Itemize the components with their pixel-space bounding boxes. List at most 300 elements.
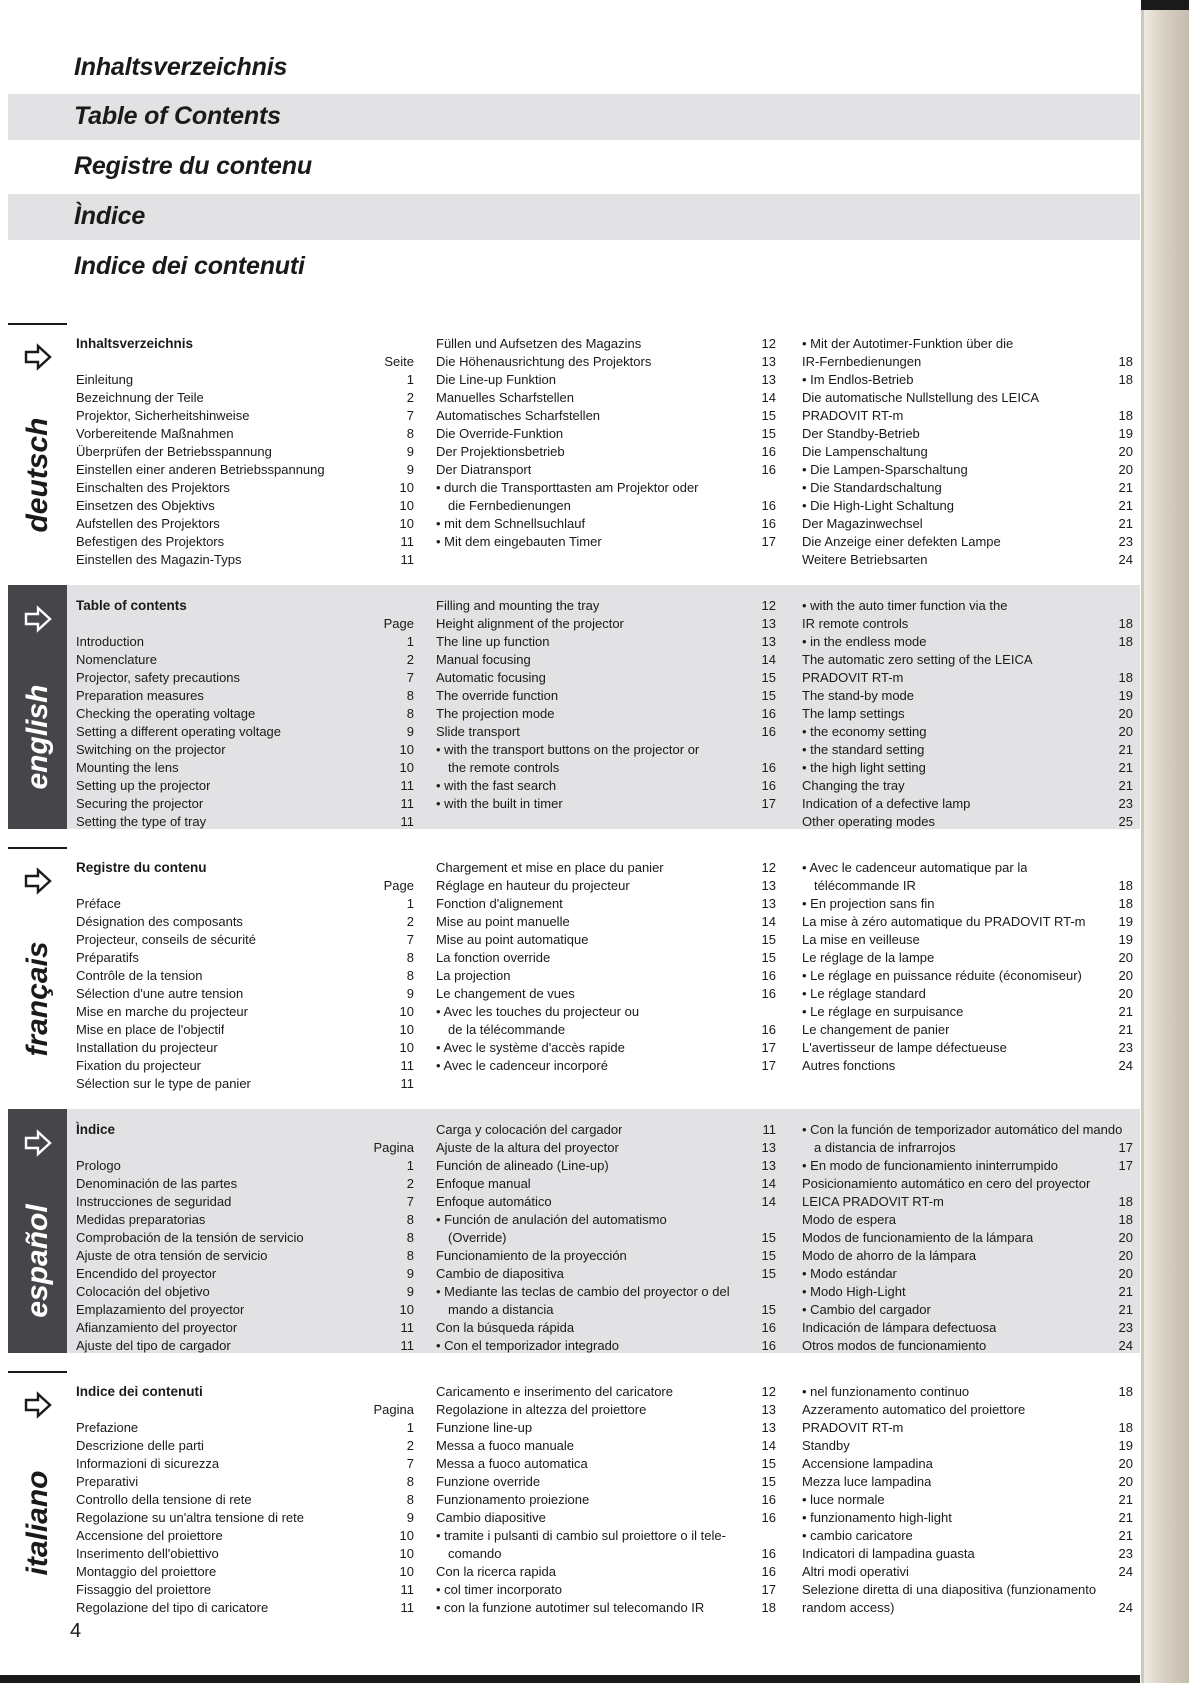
entry-label: Weitere Betriebsarten: [802, 552, 928, 567]
toc-entry: [436, 1039, 776, 1057]
language-tab: [8, 1371, 67, 1615]
entry-label: • luce normale: [802, 1492, 885, 1507]
toc-entry: [802, 1229, 1133, 1247]
entry-page: 16: [761, 706, 776, 721]
entry-page: 8: [406, 688, 414, 703]
entry-page: 17: [761, 1058, 776, 1073]
entry-label: Switching on the projector: [76, 742, 226, 757]
entry-page: [408, 597, 414, 615]
toc-entry: [436, 1265, 776, 1283]
toc-entry: [436, 705, 776, 723]
entry-label: Messa a fuoco automatica: [436, 1456, 588, 1471]
toc-entry: [436, 859, 776, 877]
entry-page: 20: [1118, 950, 1133, 965]
toc-entry: [76, 1139, 414, 1157]
toc-entry: [802, 1473, 1133, 1491]
entry-page: [770, 741, 776, 759]
entry-label: télécommande IR: [814, 878, 916, 893]
entry-page: 19: [1118, 688, 1133, 703]
entry-label: de la télécommande: [448, 1022, 566, 1037]
entry-label: Regolazione in altezza del proiettore: [436, 1402, 647, 1417]
entry-label: Filling and mounting the tray: [436, 598, 600, 613]
entry-label: • Cambio del cargador: [802, 1302, 931, 1317]
entry-label: Ajuste de la altura del proyector: [436, 1140, 619, 1155]
entry-page: 23: [1118, 796, 1133, 811]
entry-page: 16: [761, 1492, 776, 1507]
section-title: [76, 1383, 414, 1401]
toc-entry: [436, 1437, 776, 1455]
toc-entry: [76, 985, 414, 1003]
toc-entry: [802, 425, 1133, 443]
entry-label: Der Projektionsbetrieb: [436, 444, 565, 459]
entry-label: PRADOVIT RT-m: [802, 408, 904, 423]
entry-page: 2: [406, 652, 414, 667]
entry-page: 21: [1118, 480, 1133, 495]
entry-label: Der Magazinwechsel: [802, 516, 923, 531]
entry-label: Modo de ahorro de la lámpara: [802, 1248, 977, 1263]
entry-label: Funcionamiento de la proyección: [436, 1248, 627, 1263]
toc-entry: [802, 479, 1133, 497]
entry-label: Mezza luce lampadina: [802, 1474, 932, 1489]
entry-label: Preparativi: [76, 1474, 139, 1489]
entry-label: • col timer incorporato: [436, 1582, 562, 1597]
toc-entry: [802, 1419, 1133, 1437]
entry-page: 13: [761, 616, 776, 631]
language-tab: [8, 323, 67, 567]
toc-entry: [436, 1003, 776, 1021]
entry-page: 10: [399, 1022, 414, 1037]
toc-entry: [436, 1247, 776, 1265]
entry-page: 23: [1118, 1040, 1133, 1055]
entry-label: Der Diatransport: [436, 462, 532, 477]
heading-row-fr: [8, 144, 1140, 190]
entry-page: 14: [761, 390, 776, 405]
toc-entry: [802, 1157, 1133, 1175]
toc-entry: [802, 795, 1133, 813]
language-label: español: [21, 1204, 54, 1318]
entry-page: 23: [1118, 1546, 1133, 1561]
toc-entry: [436, 931, 776, 949]
entry-label: • with the auto timer function via the: [802, 598, 1008, 613]
entry-label: • with the transport buttons on the projector or: [436, 742, 700, 757]
toc-entry: [76, 705, 414, 723]
entry-page: 16: [761, 986, 776, 1001]
entry-page: 9: [406, 1266, 414, 1281]
toc-entry: [76, 1021, 414, 1039]
entry-page: 1: [406, 634, 414, 649]
entry-page: 11: [762, 1122, 776, 1137]
entry-label: Sélection sur le type de panier: [76, 1076, 251, 1091]
entry-label: Prefazione: [76, 1420, 139, 1435]
toc-entry: [436, 1337, 776, 1355]
entry-label: random access): [802, 1600, 895, 1615]
entry-label: The automatic zero setting of the LEICA: [802, 652, 1033, 667]
entry-label: Azzeramento automatico del proiettore: [802, 1402, 1026, 1417]
toc-entry: [802, 551, 1133, 569]
toc-entry: [802, 1545, 1133, 1563]
entry-label: • Mit dem eingebauten Timer: [436, 534, 602, 549]
entry-page: 25: [1118, 814, 1133, 829]
entry-label: Emplazamiento del proyector: [76, 1302, 245, 1317]
entry-page: 16: [761, 444, 776, 459]
entry-page: 12: [761, 860, 776, 875]
arrow-right-icon: [23, 605, 53, 633]
toc-entry: [76, 1563, 414, 1581]
entry-label: • Función de anulación del automatismo: [436, 1212, 667, 1227]
entry-label: • Die High-Light Schaltung: [802, 498, 954, 513]
page-number: 4: [70, 1620, 82, 1642]
toc-entry: [802, 1301, 1133, 1319]
entry-page: 15: [761, 950, 776, 965]
toc-entry: [802, 1003, 1133, 1021]
entry-page: 21: [1118, 516, 1133, 531]
entry-label: • mit dem Schnellsuchlauf: [436, 516, 586, 531]
entry-page: 13: [761, 634, 776, 649]
entry-label: Securing the projector: [76, 796, 204, 811]
entry-label: Introduction: [76, 634, 144, 649]
entry-page: 7: [406, 1194, 414, 1209]
entry-label: Mounting the lens: [76, 760, 179, 775]
entry-label: Ìndice: [76, 1122, 116, 1137]
entry-page: 16: [761, 1338, 776, 1353]
entry-page: 21: [1118, 778, 1133, 793]
entry-label: Contrôle de la tension: [76, 968, 203, 983]
entry-page: 2: [406, 390, 414, 405]
toc-entry: [802, 533, 1133, 551]
entry-page: 15: [761, 408, 776, 423]
entry-label: Checking the operating voltage: [76, 706, 256, 721]
toc-entry: [436, 335, 776, 353]
entry-label: Projektor, Sicherheitshinweise: [76, 408, 250, 423]
entry-label: Caricamento e inserimento del caricatore: [436, 1384, 673, 1399]
entry-label: (Override): [448, 1230, 507, 1245]
entry-label: • Le réglage en surpuisance: [802, 1004, 964, 1019]
toc-entry: [802, 633, 1133, 651]
entry-label: • with the fast search: [436, 778, 557, 793]
heading-title: Inhaltsverzeichnis: [74, 53, 288, 81]
entry-label: Manuelles Scharfstellen: [436, 390, 575, 405]
entry-page: 2: [406, 1176, 414, 1191]
entry-label: PRADOVIT RT-m: [802, 1420, 904, 1435]
toc-entry: [802, 497, 1133, 515]
entry-label: Otros modos de funcionamiento: [802, 1338, 987, 1353]
toc-entry: [802, 759, 1133, 777]
entry-page: 15: [761, 1302, 776, 1317]
entry-label: Enfoque manual: [436, 1176, 531, 1191]
entry-label: • the economy setting: [802, 724, 927, 739]
toc-entry: [76, 813, 414, 831]
entry-label: Fissaggio del proiettore: [76, 1582, 212, 1597]
entry-page: 14: [761, 914, 776, 929]
entry-page: 11: [400, 1058, 414, 1073]
entry-label: Die automatische Nullstellung des LEICA: [802, 390, 1040, 405]
toc-entry: [436, 389, 776, 407]
entry-page: 21: [1118, 498, 1133, 513]
entry-page: [770, 1283, 776, 1301]
language-label: english: [21, 684, 54, 790]
entry-page: 24: [1118, 1058, 1133, 1073]
entry-label: IR-Fernbedienungen: [802, 354, 922, 369]
toc-column: [802, 335, 1133, 569]
entry-label: Instrucciones de seguridad: [76, 1194, 232, 1209]
entry-label: Table of contents: [76, 598, 187, 613]
toc-entry: [436, 1491, 776, 1509]
toc-entry: [436, 371, 776, 389]
entry-label: Inhaltsverzeichnis: [76, 336, 194, 351]
entry-page: 10: [399, 1546, 414, 1561]
toc-entry: [76, 723, 414, 741]
entry-page: 18: [1118, 1384, 1133, 1399]
entry-label: Mise en place de l'objectif: [76, 1022, 225, 1037]
entry-page: 1: [406, 1158, 414, 1173]
entry-page: Seite: [384, 354, 414, 369]
toc-entry: [802, 1455, 1133, 1473]
bottom-rule: [0, 1675, 1140, 1683]
entry-page: 10: [399, 1004, 414, 1019]
toc-entry: [802, 1139, 1133, 1157]
entry-page: 10: [399, 742, 414, 757]
entry-page: 20: [1118, 724, 1133, 739]
entry-label: • Le réglage en puissance réduite (économiseur): [802, 968, 1082, 983]
entry-page: 10: [399, 516, 414, 531]
page-edge-line: [1141, 0, 1144, 1683]
entry-page: [1127, 1175, 1133, 1193]
entry-label: La mise en veilleuse: [802, 932, 920, 947]
entry-label: Regolazione su un'altra tensione di rete: [76, 1510, 304, 1525]
entry-page: 11: [400, 796, 414, 811]
entry-label: Changing the tray: [802, 778, 905, 793]
entry-page: 8: [406, 1230, 414, 1245]
toc-entry: [436, 353, 776, 371]
toc-entry: [76, 407, 414, 425]
entry-page: 18: [1118, 670, 1133, 685]
entry-page: 20: [1118, 462, 1133, 477]
toc-entry: [436, 777, 776, 795]
entry-label: Die Anzeige einer defekten Lampe: [802, 534, 1001, 549]
entry-label: • the standard setting: [802, 742, 925, 757]
entry-page: 9: [406, 1510, 414, 1525]
entry-page: 21: [1118, 1528, 1133, 1543]
toc-entry: [802, 859, 1133, 877]
entry-label: Colocación del objetivo: [76, 1284, 210, 1299]
entry-page: 23: [1118, 1320, 1133, 1335]
toc-entry: [76, 1319, 414, 1337]
entry-label: Einstellen des Magazin-Typs: [76, 552, 242, 567]
entry-page: 12: [761, 1384, 776, 1399]
entry-page: 10: [399, 1302, 414, 1317]
toc-entry: [802, 1383, 1133, 1401]
toc-entry: [76, 371, 414, 389]
toc-entry: [436, 759, 776, 777]
entry-label: Controllo della tensione di rete: [76, 1492, 252, 1507]
entry-label: Manual focusing: [436, 652, 531, 667]
toc-entry: [802, 651, 1133, 669]
entry-label: Automatisches Scharfstellen: [436, 408, 601, 423]
entry-page: 13: [761, 1402, 776, 1417]
entry-label: Aufstellen des Projektors: [76, 516, 220, 531]
language-tab: [8, 847, 67, 1091]
toc-section: [8, 1109, 1140, 1353]
entry-page: 20: [1118, 968, 1133, 983]
entry-page: 17: [761, 1040, 776, 1055]
entry-page: [1127, 335, 1133, 353]
entry-label: • tramite i pulsanti di cambio sul proiettore o il tele-: [436, 1528, 726, 1543]
entry-label: • Die Standardschaltung: [802, 480, 942, 495]
entry-label: Ajuste del tipo de cargador: [76, 1338, 231, 1353]
entry-page: 7: [406, 408, 414, 423]
entry-label: Automatic focusing: [436, 670, 546, 685]
entry-label: Height alignment of the projector: [436, 616, 624, 631]
toc-entry: [76, 1003, 414, 1021]
toc-entry: [802, 1265, 1133, 1283]
toc-entry: [436, 1157, 776, 1175]
entry-label: Ajuste de otra tensión de servicio: [76, 1248, 268, 1263]
toc-entry: [436, 1229, 776, 1247]
entry-page: 1: [406, 372, 414, 387]
toc-entry: [76, 1527, 414, 1545]
entry-label: IR remote controls: [802, 616, 909, 631]
toc-entry: [436, 1509, 776, 1527]
toc-entry: [76, 497, 414, 515]
toc-entry: [436, 651, 776, 669]
toc-column: [436, 859, 776, 1075]
toc-entry: [76, 949, 414, 967]
toc-entry: [802, 877, 1133, 895]
toc-entry: [436, 723, 776, 741]
entry-page: 11: [400, 1582, 414, 1597]
entry-label: Enfoque automático: [436, 1194, 552, 1209]
entry-label: Denominación de las partes: [76, 1176, 238, 1191]
toc-column: [76, 335, 414, 569]
entry-label: Projecteur, conseils de sécurité: [76, 932, 256, 947]
entry-label: Afianzamiento del proyector: [76, 1320, 238, 1335]
entry-label: Befestigen des Projektors: [76, 534, 225, 549]
toc-entry: [76, 967, 414, 985]
toc-entry: [436, 425, 776, 443]
entry-page: 20: [1118, 1456, 1133, 1471]
entry-label: Setting the type of tray: [76, 814, 207, 829]
entry-label: Descrizione delle parti: [76, 1438, 204, 1453]
toc-entry: [436, 895, 776, 913]
toc-entry: [436, 1057, 776, 1075]
entry-label: Sélection d'une autre tension: [76, 986, 244, 1001]
toc-entry: [802, 1283, 1133, 1301]
entry-page: 16: [761, 968, 776, 983]
toc-entry: [802, 1121, 1133, 1139]
toc-entry: [802, 1563, 1133, 1581]
toc-entry: [436, 407, 776, 425]
toc-column: [802, 1121, 1133, 1355]
entry-page: 16: [761, 760, 776, 775]
entry-page: [770, 1211, 776, 1229]
entry-label: Indicación de lámpara defectuosa: [802, 1320, 997, 1335]
toc-column: [76, 597, 414, 831]
entry-page: 7: [406, 932, 414, 947]
entry-page: 23: [1118, 534, 1133, 549]
toc-entry: [802, 1247, 1133, 1265]
entry-page: 16: [761, 1320, 776, 1335]
toc-entry: [802, 813, 1133, 831]
entry-label: Posicionamiento automático en cero del proyector: [802, 1176, 1091, 1191]
entry-label: • with the built in timer: [436, 796, 563, 811]
toc-column: [436, 335, 776, 551]
toc-entry: [436, 1193, 776, 1211]
entry-page: [408, 1121, 414, 1139]
entry-page: 18: [1118, 354, 1133, 369]
entry-page: 14: [761, 652, 776, 667]
entry-page: 21: [1118, 1284, 1133, 1299]
entry-label: Überprüfen der Betriebsspannung: [76, 444, 272, 459]
toc-entry: [76, 895, 414, 913]
toc-entry: [436, 1581, 776, 1599]
entry-page: 18: [1118, 878, 1133, 893]
entry-page: 16: [761, 462, 776, 477]
entry-page: 17: [1118, 1140, 1133, 1155]
entry-page: 17: [761, 796, 776, 811]
entry-page: 17: [761, 1582, 776, 1597]
toc-entry: [76, 777, 414, 795]
toc-entry: [76, 551, 414, 569]
heading-row-it: [8, 244, 1140, 290]
entry-page: 13: [761, 878, 776, 893]
entry-label: Inserimento dell'obiettivo: [76, 1546, 219, 1561]
entry-page: 12: [761, 598, 776, 613]
entry-page: 10: [399, 498, 414, 513]
entry-page: 11: [400, 552, 414, 567]
entry-page: 20: [1118, 1474, 1133, 1489]
entry-label: • Le réglage standard: [802, 986, 926, 1001]
entry-label: Con la búsqueda rápida: [436, 1320, 575, 1335]
entry-label: The line up function: [436, 634, 550, 649]
entry-label: Informazioni di sicurezza: [76, 1456, 220, 1471]
entry-page: 9: [406, 986, 414, 1001]
toc-entry: [76, 759, 414, 777]
toc-entry: [76, 425, 414, 443]
entry-page: 21: [1118, 742, 1133, 757]
toc-entry: [802, 371, 1133, 389]
entry-page: 15: [761, 932, 776, 947]
entry-label: Altri modi operativi: [802, 1564, 909, 1579]
entry-label: Con la ricerca rapida: [436, 1564, 556, 1579]
toc-entry: [802, 1491, 1133, 1509]
toc-entry: [802, 1193, 1133, 1211]
toc-column: [436, 1121, 776, 1355]
entry-page: 18: [1118, 1420, 1133, 1435]
entry-label: Einschalten des Projektors: [76, 480, 230, 495]
entry-label: • nel funzionamento continuo: [802, 1384, 970, 1399]
toc-entry: [76, 1039, 414, 1057]
entry-label: Prologo: [76, 1158, 121, 1173]
toc-entry: [436, 1383, 776, 1401]
entry-page: 21: [1118, 1492, 1133, 1507]
toc-entry: [802, 1319, 1133, 1337]
entry-label: Le changement de vues: [436, 986, 575, 1001]
entry-label: Cambio diapositive: [436, 1510, 546, 1525]
toc-entry: [436, 1473, 776, 1491]
entry-label: Montaggio del proiettore: [76, 1564, 217, 1579]
toc-entry: [802, 597, 1133, 615]
toc-column: [436, 597, 776, 813]
toc-entry: [76, 533, 414, 551]
entry-page: 11: [400, 1320, 414, 1335]
entry-label: The override function: [436, 688, 559, 703]
toc-entry: [436, 877, 776, 895]
entry-page: 13: [761, 1420, 776, 1435]
entry-label: Projector, safety precautions: [76, 670, 241, 685]
entry-page: 15: [761, 1474, 776, 1489]
entry-label: La mise à zéro automatique du PRADOVIT RT-m: [802, 914, 1086, 929]
toc-entry: [802, 723, 1133, 741]
